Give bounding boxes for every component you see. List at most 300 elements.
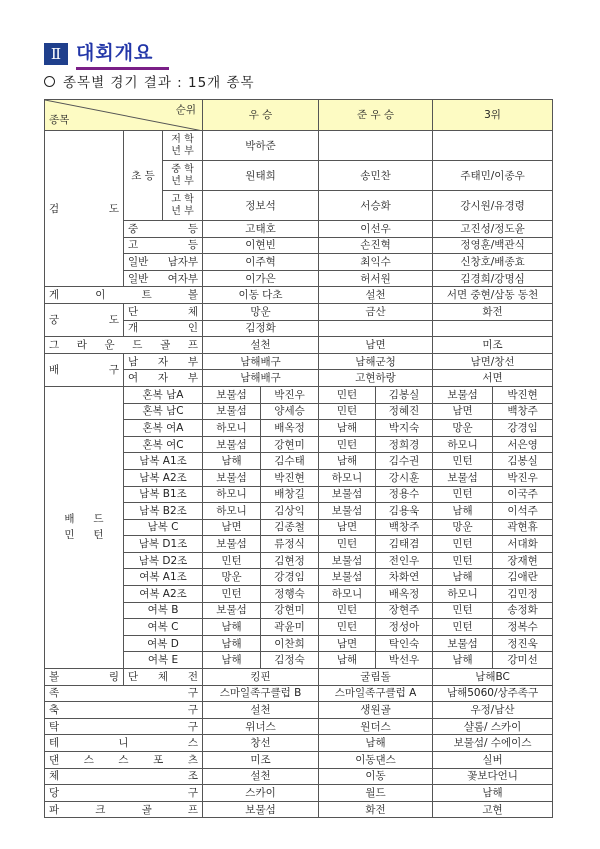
rank-label: 순위 [175, 104, 197, 116]
event-label [45, 702, 203, 719]
label-char: 골 [160, 338, 171, 351]
first-team-cell: 하모니 [203, 486, 261, 503]
division-label [124, 669, 203, 686]
header-second: 준 우 승 [319, 100, 433, 131]
grade-line: 년 부 [171, 205, 194, 217]
third-player-cell: 강경임 [493, 420, 553, 437]
first-team-cell: 망운 [203, 569, 261, 586]
label-char: 배 [64, 513, 75, 526]
event-label: 종목 [49, 114, 70, 126]
label-char: 체 [187, 305, 199, 318]
spread-label [45, 803, 202, 817]
third-place-cell: 남면/창선 [433, 353, 553, 370]
subtitle-text: 종목별 경기 결과 : 15개 종목 [63, 75, 255, 91]
label-char: 링 [108, 670, 119, 683]
badminton-event: 남복 B2조 [124, 503, 203, 520]
badminton-label [45, 386, 124, 668]
third-team-cell: 하모니 [433, 586, 493, 603]
table-row [45, 685, 553, 702]
label-char: 등 [187, 239, 199, 252]
division-label [124, 254, 203, 271]
second-player-cell: 정성아 [376, 619, 433, 636]
label-char: 여 [128, 372, 139, 385]
first-place-cell: 남해배구 [203, 370, 319, 387]
event-label [45, 785, 203, 802]
header-diagonal-cell [45, 100, 203, 131]
first-player-cell: 강경임 [261, 569, 319, 586]
first-place-cell: 스카이 [203, 785, 319, 802]
results-table [44, 99, 553, 818]
second-player-cell: 박선우 [376, 652, 433, 669]
second-player-cell: 탁인숙 [376, 635, 433, 652]
third-place-cell: 남해 [433, 785, 553, 802]
badminton-event: 여복 B [124, 602, 203, 619]
third-player-cell: 서은영 [493, 436, 553, 453]
table-row [45, 718, 553, 735]
second-team-cell: 민턴 [319, 536, 376, 553]
spread-label [124, 355, 202, 369]
second-player-cell: 전인우 [376, 552, 433, 569]
second-team-cell: 하모니 [319, 586, 376, 603]
third-team-cell: 보물섬 [433, 469, 493, 486]
third-place-cell: 남해5060/상주족구 [433, 685, 553, 702]
second-place-cell: 남면 [319, 337, 433, 354]
second-place-cell: 남해군청 [319, 353, 433, 370]
third-player-cell: 김봉실 [493, 453, 553, 470]
label-char: 프 [187, 803, 198, 816]
spread-label [45, 703, 202, 717]
badminton-event: 남복 D2조 [124, 552, 203, 569]
volleyball-label [45, 353, 124, 386]
label-char: 게 [49, 289, 60, 302]
second-place-cell: 손진혁 [319, 237, 433, 254]
second-place-cell: 최익수 [319, 254, 433, 271]
third-team-cell: 남면 [433, 403, 493, 420]
third-team-cell: 민턴 [433, 552, 493, 569]
first-place-cell: 설천 [203, 337, 319, 354]
label-char: 단 [128, 305, 139, 318]
third-place-cell: 샬롬/ 스카이 [433, 718, 553, 735]
table-row [45, 785, 553, 802]
second-place-cell [319, 131, 433, 161]
label-char: 인 [187, 322, 199, 335]
kendo-label [45, 131, 124, 287]
grade-label [163, 191, 203, 221]
first-player-cell: 박진우 [261, 386, 319, 403]
third-team-cell: 망운 [433, 420, 493, 437]
label-char: 구 [187, 786, 199, 799]
label-char: 자 [157, 372, 169, 385]
second-team-cell: 보물섬 [319, 503, 376, 520]
first-place-cell: 킹핀 [203, 669, 319, 686]
third-player-cell: 김민정 [493, 586, 553, 603]
first-place-cell: 위너스 [203, 718, 319, 735]
second-team-cell: 남면 [319, 519, 376, 536]
badminton-event: 여복 E [124, 652, 203, 669]
label-char: 파 [49, 803, 60, 816]
second-place-cell: 고현하랑 [319, 370, 433, 387]
table-row [45, 752, 553, 769]
second-place-cell [319, 320, 433, 337]
archery-label [45, 303, 124, 336]
first-team-cell: 보물섬 [203, 536, 261, 553]
badminton-event: 여복 A2조 [124, 586, 203, 603]
second-player-cell: 김봉실 [376, 386, 433, 403]
grade-label [163, 161, 203, 191]
first-place-cell: 정보석 [203, 191, 319, 221]
third-place-cell: 강시원/유경령 [433, 191, 553, 221]
third-player-cell: 정복수 [493, 619, 553, 636]
third-place-cell: 꽃보다언니 [433, 768, 553, 785]
gateball-label [45, 287, 203, 304]
label-char: 운 [104, 338, 115, 351]
label-char: 턴 [93, 529, 104, 542]
first-place-cell: 원태희 [203, 161, 319, 191]
first-team-cell: 보물섬 [203, 602, 261, 619]
third-place-cell [433, 131, 553, 161]
first-team-cell: 하모니 [203, 503, 261, 520]
grade-line: 저 학 [171, 133, 194, 145]
badminton-event: 혼복 여A [124, 420, 203, 437]
third-team-cell: 남해 [433, 652, 493, 669]
label-char: 당 [49, 786, 60, 799]
badminton-event: 남복 A1조 [124, 453, 203, 470]
label-char: 등 [187, 222, 199, 235]
label-char: 골 [141, 803, 152, 816]
first-team-cell: 보물섬 [203, 403, 261, 420]
table-row [45, 303, 553, 320]
label-char: 구 [187, 720, 199, 733]
third-team-cell: 민턴 [433, 486, 493, 503]
label-char: 스 [83, 753, 94, 766]
spread-label [124, 371, 202, 385]
spread-label [45, 720, 202, 734]
second-place-cell: 월드 [319, 785, 433, 802]
label-char: 라 [76, 338, 87, 351]
second-team-cell: 하모니 [319, 469, 376, 486]
label-char: 테 [49, 737, 60, 750]
spread-label [45, 786, 202, 800]
spread-label [124, 305, 202, 319]
third-place-cell: 화전 [433, 303, 553, 320]
third-place-cell: 남해BC [433, 669, 553, 686]
first-place-cell: 김정화 [203, 320, 319, 337]
third-place-cell: 신창호/배종효 [433, 254, 553, 271]
event-label [45, 718, 203, 735]
badminton-event: 남복 A2조 [124, 469, 203, 486]
division-label [124, 221, 203, 238]
division-label [124, 353, 203, 370]
spread-label [45, 338, 202, 352]
second-team-cell: 보물섬 [319, 569, 376, 586]
table-row [45, 768, 553, 785]
second-team-cell: 보물섬 [319, 486, 376, 503]
third-team-cell: 민턴 [433, 453, 493, 470]
first-team-cell: 남면 [203, 519, 261, 536]
label-char: 민 [64, 529, 75, 542]
first-place-cell: 미조 [203, 752, 319, 769]
spread-label [124, 272, 202, 286]
first-player-cell: 김종철 [261, 519, 319, 536]
second-place-cell: 화전 [319, 801, 433, 818]
label-char: 도 [108, 314, 119, 327]
second-place-cell: 이동댄스 [319, 752, 433, 769]
first-place-cell: 보물섬 [203, 801, 319, 818]
first-player-cell: 류정식 [261, 536, 319, 553]
table-row [45, 669, 553, 686]
badminton-event: 남복 C [124, 519, 203, 536]
first-player-cell: 강현미 [261, 602, 319, 619]
third-team-cell: 보물섬 [433, 635, 493, 652]
third-team-cell: 남해 [433, 503, 493, 520]
first-player-cell: 정행숙 [261, 586, 319, 603]
division-label [124, 303, 203, 320]
first-team-cell: 보물섬 [203, 436, 261, 453]
first-player-cell: 배옥정 [261, 420, 319, 437]
first-player-cell: 강현미 [261, 436, 319, 453]
subtitle [44, 71, 255, 91]
label-char: 자 [157, 355, 169, 368]
third-team-cell: 민턴 [433, 602, 493, 619]
third-player-cell: 송정화 [493, 602, 553, 619]
first-player-cell: 곽윤미 [261, 619, 319, 636]
badminton-event: 여복 C [124, 619, 203, 636]
third-player-cell: 곽현휴 [493, 519, 553, 536]
label-char: 배 [49, 363, 60, 376]
table-row [45, 287, 553, 304]
first-place-cell: 설천 [203, 702, 319, 719]
header-third: 3위 [433, 100, 553, 131]
spread-label [45, 363, 123, 377]
third-team-cell: 망운 [433, 519, 493, 536]
second-place-cell: 서승화 [319, 191, 433, 221]
second-player-cell: 김용욱 [376, 503, 433, 520]
event-label [45, 768, 203, 785]
third-player-cell: 정진욱 [493, 635, 553, 652]
table-row [45, 131, 553, 161]
first-team-cell: 남해 [203, 635, 261, 652]
spread-label [45, 313, 123, 327]
label-char: 여자부 [167, 272, 199, 285]
spread-label [45, 736, 202, 750]
label-char: 중 [128, 222, 139, 235]
label-char: 트 [141, 289, 152, 302]
third-player-cell: 박진우 [493, 469, 553, 486]
label-char: 이 [95, 289, 106, 302]
label-char: 크 [95, 803, 106, 816]
third-place-cell [433, 320, 553, 337]
third-place-cell: 서면 [433, 370, 553, 387]
first-player-cell: 김수태 [261, 453, 319, 470]
first-team-cell: 남해 [203, 652, 261, 669]
table-row [45, 386, 553, 403]
second-place-cell: 생원골 [319, 702, 433, 719]
third-player-cell: 이국주 [493, 486, 553, 503]
first-player-cell: 김정숙 [261, 652, 319, 669]
second-place-cell: 설천 [319, 287, 433, 304]
label-char: 검 [49, 202, 60, 215]
label-char: 볼 [49, 670, 60, 683]
label-char: 체 [49, 770, 60, 783]
division-label [124, 370, 203, 387]
third-player-cell: 박진현 [493, 386, 553, 403]
label-char: 전 [187, 670, 198, 683]
third-player-cell: 백창주 [493, 403, 553, 420]
third-player-cell: 김애란 [493, 569, 553, 586]
third-place-cell: 정영훈/백관식 [433, 237, 553, 254]
second-player-cell: 정용수 [376, 486, 433, 503]
third-place-cell: 보물섬/ 수에이스 [433, 735, 553, 752]
third-place-cell: 고현 [433, 801, 553, 818]
event-label [45, 735, 203, 752]
division-label [124, 320, 203, 337]
header-row [45, 100, 553, 131]
second-player-cell: 차화연 [376, 569, 433, 586]
first-place-cell: 설천 [203, 768, 319, 785]
label-char: 단 [128, 670, 139, 683]
spread-label [45, 202, 123, 216]
section-heading [44, 38, 169, 70]
label-char: 남 [128, 355, 139, 368]
badminton-event: 혼복 여C [124, 436, 203, 453]
second-team-cell: 민턴 [319, 602, 376, 619]
label-char: 구 [187, 687, 199, 700]
spread-label [124, 321, 202, 335]
first-team-cell: 남해 [203, 619, 261, 636]
label-char: 구 [108, 363, 119, 376]
first-place-cell: 스마일족구클럽 B [203, 685, 319, 702]
second-player-cell: 장현주 [376, 602, 433, 619]
label-char: 볼 [187, 289, 198, 302]
badminton-event: 여복 A1조 [124, 569, 203, 586]
second-place-cell: 이선우 [319, 221, 433, 238]
second-team-cell: 민턴 [319, 619, 376, 636]
second-place-cell: 송민찬 [319, 161, 433, 191]
label-char: 드 [93, 513, 104, 526]
third-team-cell: 민턴 [433, 536, 493, 553]
third-player-cell: 강미선 [493, 652, 553, 669]
label-char: 포 [153, 753, 164, 766]
label-char: 족 [49, 687, 60, 700]
second-team-cell: 민턴 [319, 386, 376, 403]
third-place-cell: 실버 [433, 752, 553, 769]
badminton-event: 혼복 남C [124, 403, 203, 420]
spread-label [124, 670, 202, 684]
first-place-cell: 이가은 [203, 270, 319, 287]
first-team-cell: 보물섬 [203, 469, 261, 486]
table-row [45, 337, 553, 354]
first-place-cell: 이주혁 [203, 254, 319, 271]
third-place-cell: 우정/남산 [433, 702, 553, 719]
second-player-cell: 김수권 [376, 453, 433, 470]
event-label [45, 685, 203, 702]
first-place-cell: 고태호 [203, 221, 319, 238]
first-player-cell: 이찬희 [261, 635, 319, 652]
spread-label [124, 238, 202, 252]
grade-line: 년 부 [171, 175, 194, 187]
badminton-event: 혼복 남A [124, 386, 203, 403]
first-team-cell: 하모니 [203, 420, 261, 437]
second-place-cell: 금산 [319, 303, 433, 320]
first-player-cell: 양세승 [261, 403, 319, 420]
label-char: 체 [157, 670, 169, 683]
label-char: 조 [187, 770, 199, 783]
first-team-cell: 민턴 [203, 586, 261, 603]
grade-line: 년 부 [171, 145, 194, 157]
second-player-cell: 정혜진 [376, 403, 433, 420]
second-player-cell: 박지숙 [376, 420, 433, 437]
third-place-cell: 주태민/이종우 [433, 161, 553, 191]
grade-label [163, 131, 203, 161]
spread-label [45, 753, 202, 767]
label-char: 궁 [49, 314, 60, 327]
spread-label [124, 222, 202, 236]
third-place-cell: 고진성/정도윤 [433, 221, 553, 238]
badminton-event: 남복 D1조 [124, 536, 203, 553]
label-char: 부 [187, 355, 198, 368]
label-char: 남자부 [167, 255, 199, 268]
second-place-cell: 원더스 [319, 718, 433, 735]
first-place-cell: 박하준 [203, 131, 319, 161]
bowling-label [45, 669, 124, 686]
second-place-cell: 이동 [319, 768, 433, 785]
third-team-cell: 보물섬 [433, 386, 493, 403]
label-char: 니 [118, 737, 129, 750]
second-team-cell: 남해 [319, 420, 376, 437]
event-label [45, 801, 203, 818]
third-player-cell: 이석주 [493, 503, 553, 520]
spread-label [45, 288, 202, 302]
first-player-cell: 김상익 [261, 503, 319, 520]
third-player-cell: 서대화 [493, 536, 553, 553]
second-place-cell: 굴림돌 [319, 669, 433, 686]
third-team-cell: 민턴 [433, 619, 493, 636]
first-team-cell: 민턴 [203, 552, 261, 569]
label-char: 일반 [128, 255, 149, 268]
badminton-event: 여복 D [124, 635, 203, 652]
label-char: 일반 [128, 272, 149, 285]
spread-label [45, 769, 202, 783]
second-team-cell: 보물섬 [319, 552, 376, 569]
division-label [124, 237, 203, 254]
second-place-cell: 남해 [319, 735, 433, 752]
table-row [45, 801, 553, 818]
elementary-label: 초 등 [124, 131, 163, 221]
second-team-cell: 남해 [319, 453, 376, 470]
label-char: 스 [187, 737, 198, 750]
label-char: 그 [49, 338, 60, 351]
first-place-cell: 창선 [203, 735, 319, 752]
first-team-cell: 남해 [203, 453, 261, 470]
section-number-badge: Ⅱ [44, 43, 68, 65]
grade-line: 고 학 [171, 193, 194, 205]
section-title: 대회개요 [76, 38, 169, 70]
division-label [124, 270, 203, 287]
first-player-cell: 박진현 [261, 469, 319, 486]
label-char: 츠 [187, 753, 198, 766]
table-row [45, 702, 553, 719]
first-place-cell: 망운 [203, 303, 319, 320]
third-team-cell: 하모니 [433, 436, 493, 453]
label-char: 고 [128, 239, 139, 252]
label-char: 도 [108, 202, 119, 215]
grade-line: 중 학 [171, 163, 194, 175]
groundgolf-label [45, 337, 203, 354]
second-player-cell: 배옥정 [376, 586, 433, 603]
badminton-event: 남복 B1조 [124, 486, 203, 503]
second-player-cell: 김태겸 [376, 536, 433, 553]
third-place-cell: 미조 [433, 337, 553, 354]
